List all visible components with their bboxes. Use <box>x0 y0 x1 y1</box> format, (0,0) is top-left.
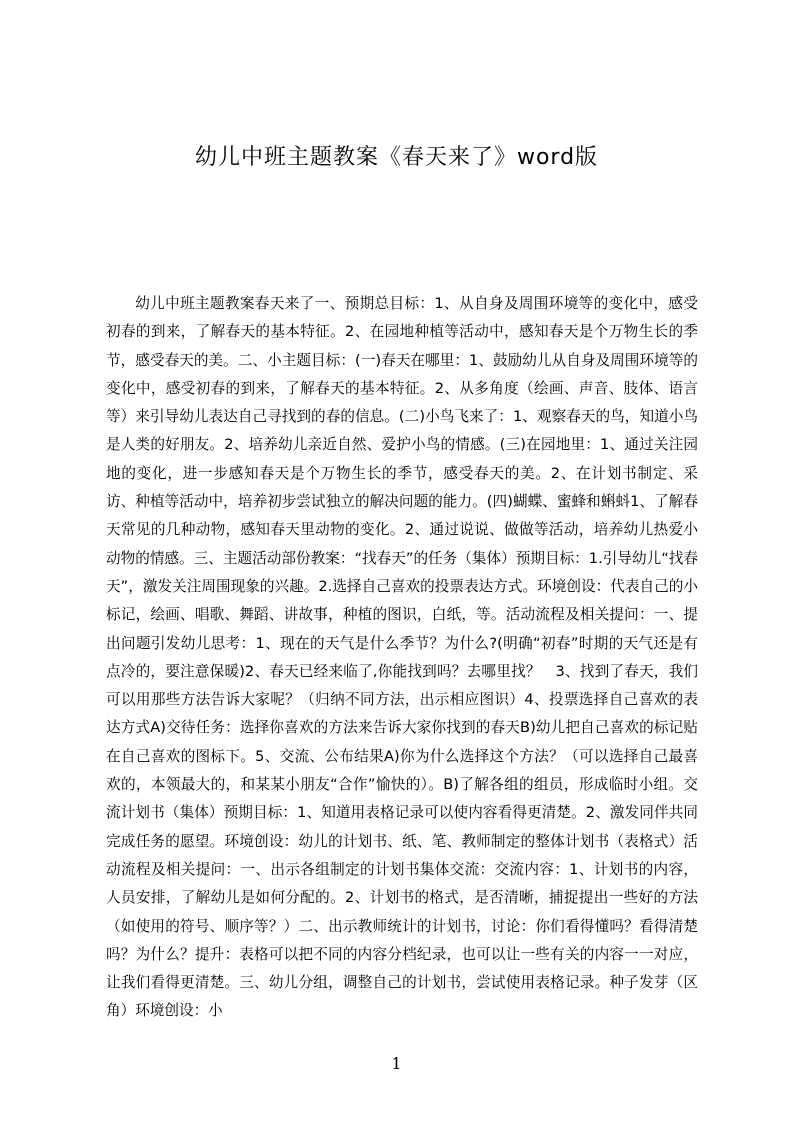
page-number: 1 <box>391 1054 402 1073</box>
document-title: 幼儿中班主题教案《春天来了》word版 <box>194 145 599 170</box>
document-body: 幼儿中班主题教案春天来了一、预期总目标：1、从自身及周围环境等的变化中，感受初春的到来，了解春天的基本特征。2、在园地种植等活动中，感知春天是个万物生长的季节，感受春天的美。二、小主题目标：(一)春天在哪里：1、鼓励幼儿从自身及周围环境等的变化中，感受初春的到来，了解春天的基本特征。2、从多角度（绘画、声音、肢体、语言等）来引导幼儿表达自己寻找到的春的信息。(二)小鸟飞来了：1、观察春天的鸟，知道小鸟是人类的好朋友。2、培养幼儿亲近自然、爱护小鸟的情感。(三)在园地里：1、通过关注园地的变化，进一步感知春天是个万物生长的季节，感受春天的美。2、在计划书制定、采访、种植等活动中，培养初步尝试独立的解决问题的能力。(四)蝴蝶、蜜蜂和蝌蚪1、了解春天常见的几种动物，感知春天里动物的变化。2、通过说说、做做等活动，培养幼儿热爱小动物的情感。三、主题活动部份教案：“找春天”的任务（集体）预期目标：1.引导幼儿“找春天”，激发关注周围现象的兴趣。2.选择自己喜欢的投票表达方式。环境创设：代表自己的小标记，绘画、唱歌、舞蹈、讲故事，种植的图识，白纸，等。活动流程及相关提问：一、提出问题引发幼儿思考：1、现在的天气是什么季节？为什么?(明确“初春”时期的天气还是有点冷的，要注意保暖)2、春天已经来临了,你能找到吗？去哪里找？ 3、找到了春天，我们可以用那些方法告诉大家呢？（归纳不同方法，出示相应图识）4、投票选择自己喜欢的表达方式A)交待任务：选择你喜欢的方法来告诉大家你找到的春天B)幼儿把自己喜欢的标记贴在自己喜欢的图标下。5、交流、公布结果A)你为什么选择这个方法？（可以选择自己最喜欢的，本领最大的，和某某小朋友“合作”愉快的）。B)了解各组的组员，形成临时小组。交流计划书（集体）预期目标：1、知道用表格记录可以使内容看得更清楚。2、激发同伴共同完成任务的愿望。环境创设：幼儿的计划书、纸、笔、教师制定的整体计划书（表格式）活动流程及相关提问：一、出示各组制定的计划书集体交流：交流内容：1、计划书的内容，人员安排，了解幼儿是如何分配的。2、计划书的格式，是否清晰，捕捉提出一些好的方法（如使用的符号、顺序等？）二、出示教师统计的计划书，讨论：你们看得懂吗？看得清楚吗？为什么？提升：表格可以把不同的内容分档纪录，也可以让一些有关的内容一一对应，让我们看得更清楚。三、幼儿分组，调整自己的计划书，尝试使用表格记录。种子发芽（区角）环境创设：小 <box>106 295 698 1020</box>
